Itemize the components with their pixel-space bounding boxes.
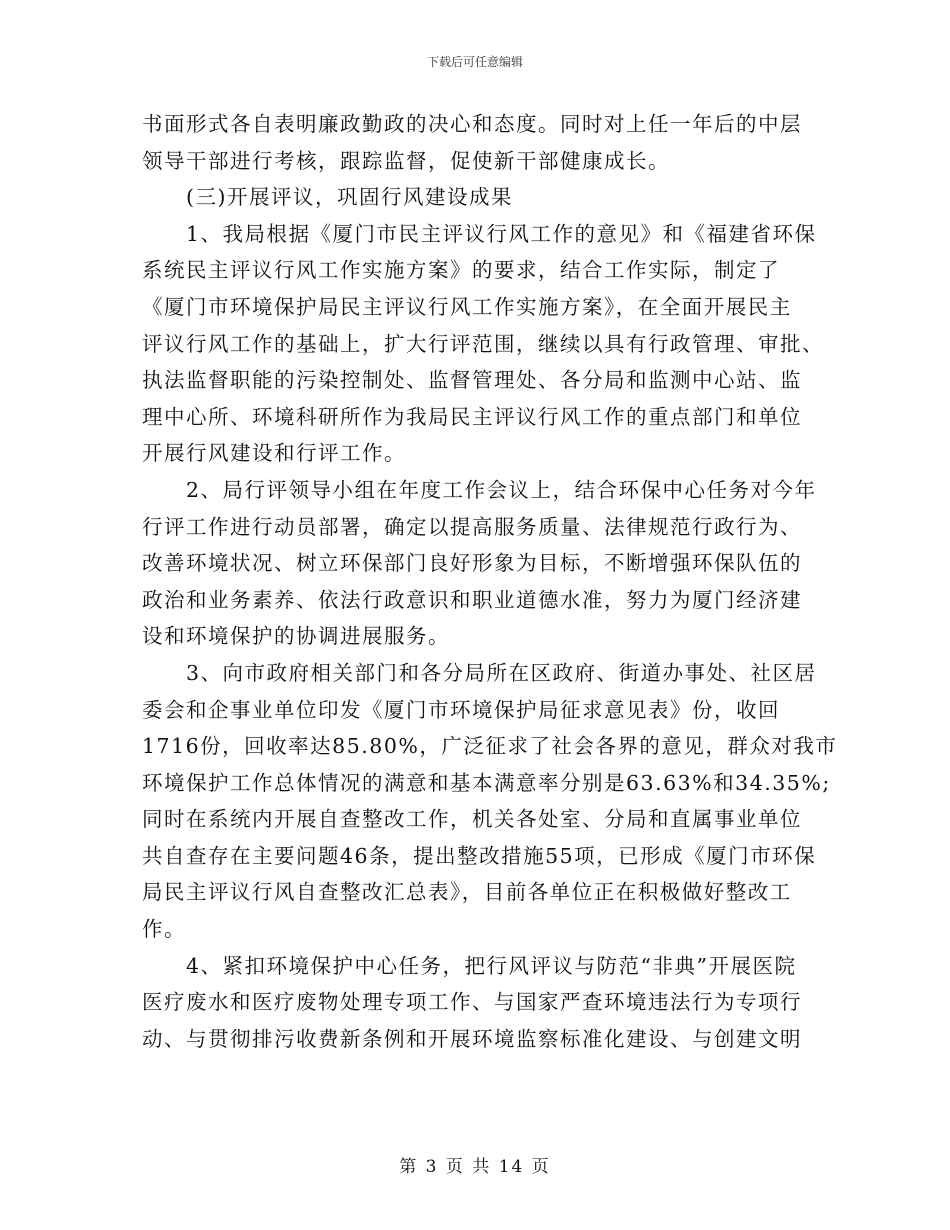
text-line: 理中心所、环境科研所作为我局民主评议行风工作的重点部门和单位	[142, 404, 802, 429]
text-line: 委会和企事业单位印发《厦门市环境保护局征求意见表》份，收回	[142, 697, 780, 722]
text-line: 《厦门市环境保护局民主评议行风工作实施方案》，在全面开展民主	[142, 294, 792, 319]
text-line: 环境保护工作总体情况的满意和基本满意率分别是63.63%和34.35%;	[142, 770, 831, 795]
text-line: 执法监督职能的污染控制处、监督管理处、各分局和监测中心站、监	[142, 368, 802, 393]
page-header: 下载后可任意编辑	[426, 55, 523, 69]
text-line: 系统民主评议行风工作实施方案》的要求，结合工作实际，制定了	[142, 258, 780, 283]
text-line: 设和环境保护的协调进展服务。	[142, 624, 450, 649]
page-footer: 第 3 页 共 14 页	[399, 1157, 551, 1177]
paragraph-1-start: 1、我局根据《厦门市民主评议行风工作的意见》和《福建省环保	[186, 221, 817, 246]
text-line: 作。	[142, 917, 186, 942]
text-line: 1716份，回收率达85.80%，广泛征求了社会各界的意见，群众对我市	[142, 734, 838, 759]
text-line: 改善环境状况、树立环保部门良好形象为目标，不断增强环保队伍的	[142, 551, 802, 576]
text-line: 动、与贯彻排污收费新条例和开展环境监察标准化建设、与创建文明	[142, 1026, 802, 1051]
text-line: 医疗废水和医疗废物处理专项工作、与国家严查环境违法行为专项行	[142, 990, 802, 1015]
text-line: 行评工作进行动员部署，确定以提高服务质量、法律规范行政行为、	[142, 514, 802, 539]
paragraph-3-start: 3、向市政府相关部门和各分局所在区政府、街道办事处、社区居	[186, 660, 817, 685]
text-line: 同时在系统内开展自查整改工作，机关各处室、分局和直属事业单位	[142, 807, 802, 832]
text-line: 局民主评议行风自查整改汇总表》，目前各单位正在积极做好整改工	[142, 880, 792, 905]
text-line: 开展行风建设和行评工作。	[142, 441, 406, 466]
paragraph-4-start: 4、紧扣环境保护中心任务，把行风评议与防范“非典”开展医院	[186, 953, 797, 978]
text-line: 共自查存在主要问题46条，提出整改措施55项，已形成《厦门市环保	[142, 843, 817, 868]
document-body	[142, 106, 838, 1057]
text-line: 政治和业务素养、依法行政意识和职业道德水准，努力为厦门经济建	[142, 587, 802, 612]
section-heading: (三)开展评议，巩固行风建设成果	[186, 185, 513, 210]
text-line: 书面形式各自表明廉政勤政的决心和态度。同时对上任一年后的中层	[142, 112, 802, 136]
text-line: 领导干部进行考核，跟踪监督，促使新干部健康成长。	[142, 148, 670, 173]
paragraph-2-start: 2、局行评领导小组在年度工作会议上，结合环保中心任务对今年	[186, 477, 817, 502]
text-line: 评议行风工作的基础上，扩大行评范围，继续以具有行政管理、审批、	[142, 331, 824, 356]
